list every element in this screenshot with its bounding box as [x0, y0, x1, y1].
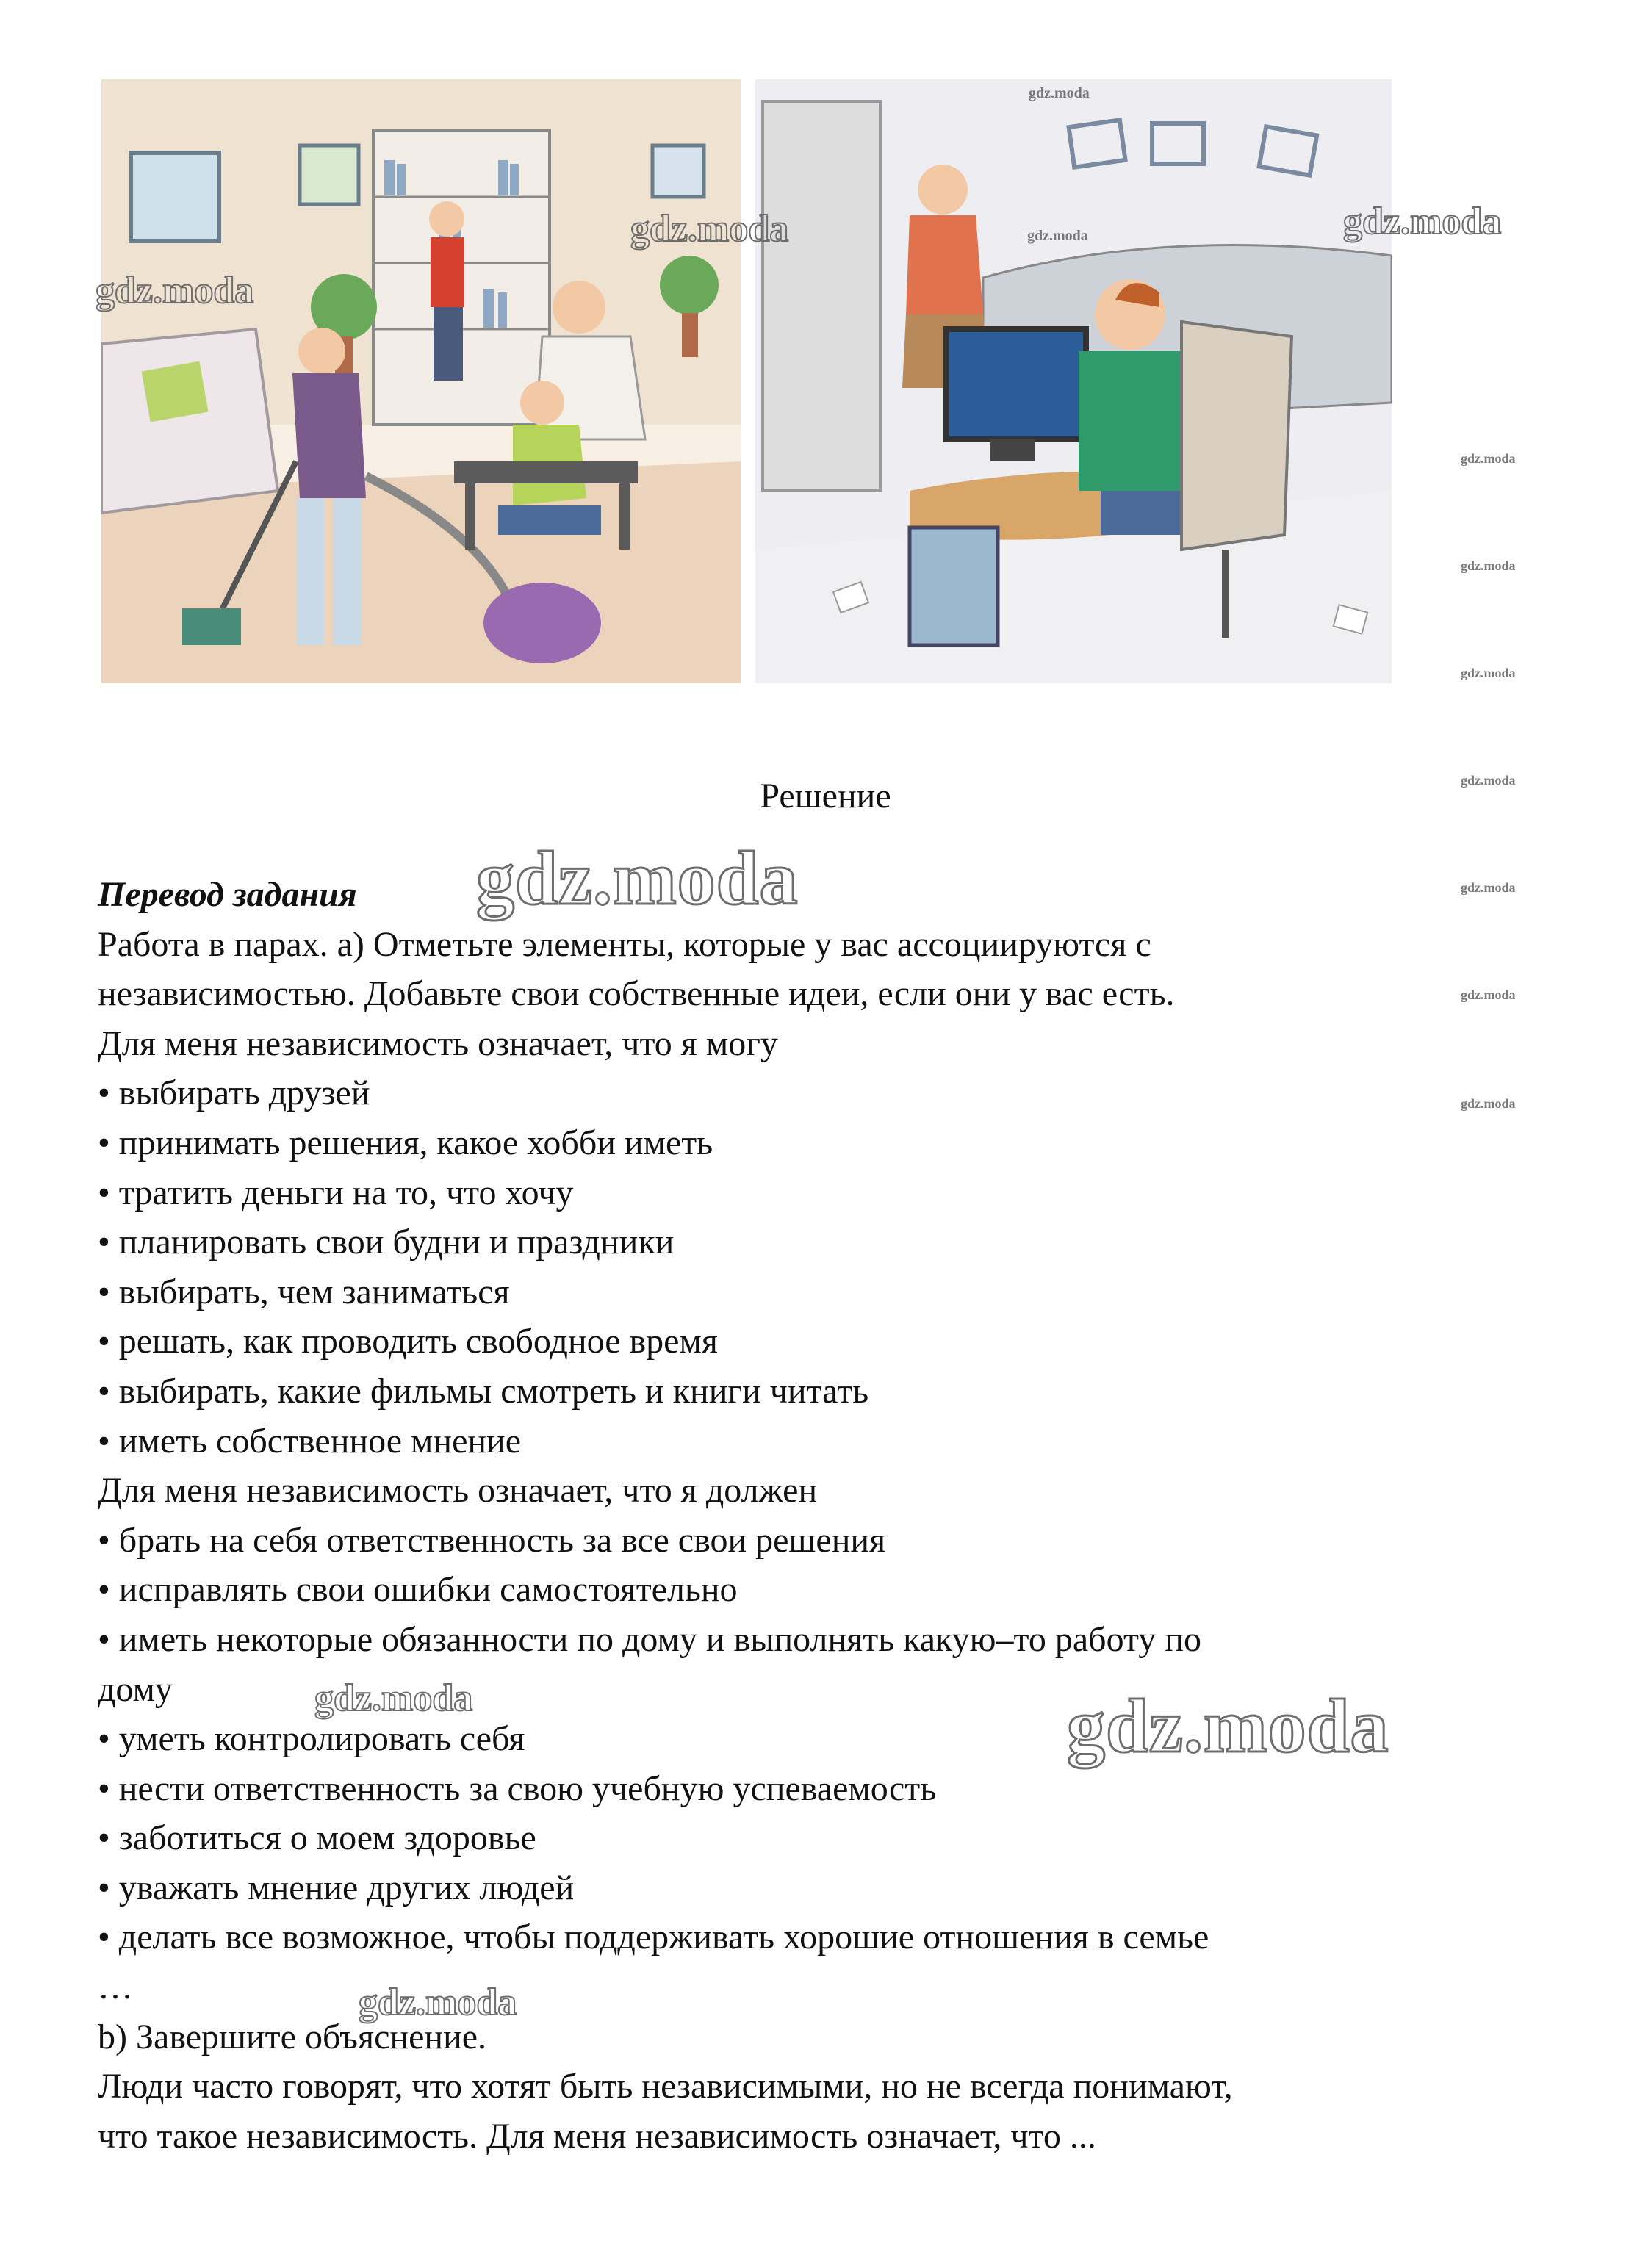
watermark: gdz.moda	[314, 1677, 473, 1719]
list-item: • исправлять свои ошибки самостоятельно	[98, 1570, 738, 1610]
list-item: • решать, как проводить свободное время	[98, 1322, 718, 1361]
watermark: gdz.moda	[1461, 1096, 1516, 1111]
watermark: gdz.moda	[1461, 558, 1516, 573]
text-line: Для меня независимость означает, что я могу	[98, 1023, 778, 1063]
section-subtitle: Перевод задания	[98, 875, 357, 914]
solution-heading: Решение	[760, 777, 891, 816]
text-line: что такое независимость. Для меня независимость означает, что ...	[98, 2116, 1096, 2156]
watermark: gdz.moda	[1067, 1684, 1389, 1768]
watermark: gdz.moda	[1027, 228, 1088, 244]
list-item: • принимать решения, какое хобби иметь	[98, 1123, 713, 1162]
list-item: • планировать свои будни и праздники	[98, 1223, 675, 1262]
watermark: gdz.moda	[1461, 987, 1516, 1002]
watermark: gdz.moda	[359, 1981, 517, 2023]
watermark: gdz.moda	[96, 270, 254, 312]
list-item: • заботиться о моем здоровье	[98, 1818, 536, 1858]
list-item: • выбирать друзей	[98, 1073, 370, 1113]
list-item: • выбирать, чем заниматься	[98, 1272, 510, 1311]
text-line: дому	[98, 1669, 173, 1709]
ellipsis-line: …	[98, 1968, 133, 2007]
text-line: Для меня независимость означает, что я должен	[98, 1471, 818, 1511]
watermark: gdz.moda	[1029, 85, 1090, 101]
list-item: • иметь некоторые обязанности по дому и выполнять какую–то работу по	[98, 1619, 1201, 1659]
list-item: • тратить деньги на то, что хочу	[98, 1173, 574, 1212]
watermark: gdz.moda	[630, 208, 789, 250]
list-item: • нести ответственность за свою учебную успеваемость	[98, 1768, 937, 1808]
list-item: • уметь контролировать себя	[98, 1719, 525, 1759]
right-scene-image	[755, 79, 1392, 683]
list-item: • делать все возможное, чтобы поддерживать хорошие отношения в семье	[98, 1918, 1209, 1957]
watermark: gdz.moda	[1461, 666, 1516, 680]
watermark: gdz.moda	[1461, 451, 1516, 466]
watermark: gdz.moda	[1343, 201, 1502, 242]
list-item: • брать на себя ответственность за все свои решения	[98, 1520, 886, 1560]
watermark: gdz.moda	[476, 836, 799, 921]
list-item: • уважать мнение других людей	[98, 1868, 575, 1907]
text-line: независимостью. Добавьте свои собственные идеи, если они у вас есть.	[98, 974, 1175, 1014]
task-translation	[98, 870, 1560, 2161]
illustration	[101, 79, 1392, 683]
list-item: • иметь собственное мнение	[98, 1421, 522, 1461]
list-item: • выбирать, какие фильмы смотреть и книги читать	[98, 1371, 869, 1411]
text-line: Работа в парах. a) Отметьте элементы, которые у вас ассоциируются с	[98, 924, 1151, 964]
text-line: b) Завершите объяснение.	[98, 2017, 487, 2056]
watermark: gdz.moda	[1461, 773, 1516, 788]
text-line: Люди часто говорят, что хотят быть независимыми, но не всегда понимают,	[98, 2067, 1233, 2106]
left-scene-image	[101, 79, 741, 683]
watermark: gdz.moda	[1461, 880, 1516, 895]
